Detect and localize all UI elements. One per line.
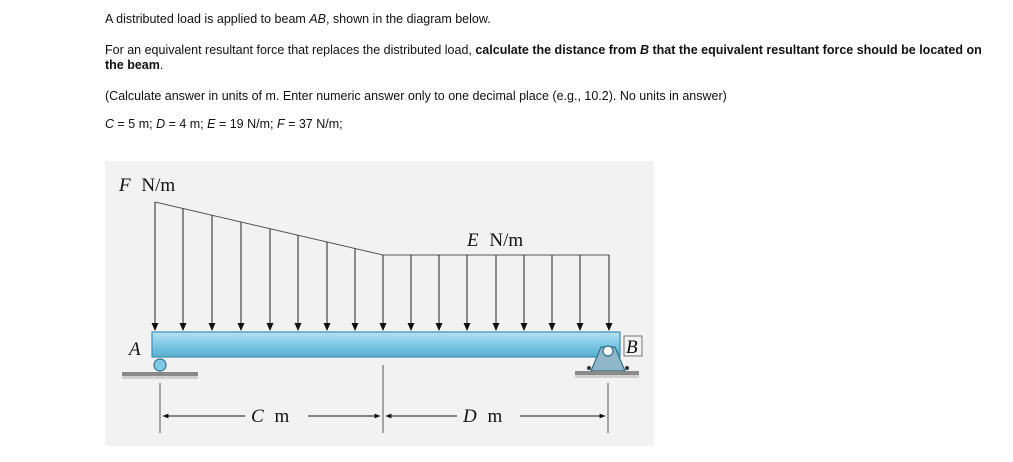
- dim-d-unit: m: [487, 406, 503, 427]
- dim-c-var: C: [251, 406, 264, 427]
- svg-text:D m: [462, 406, 502, 427]
- load-arrow-head: [152, 323, 159, 331]
- load-arrow-head: [408, 323, 415, 331]
- task-text: For an equivalent resultant force that replaces the distributed load,: [105, 43, 476, 57]
- load-arrow-head: [521, 323, 528, 331]
- load-arrow-head: [464, 323, 471, 331]
- load-arrow-head: [295, 323, 302, 331]
- load-arrow-head: [436, 323, 443, 331]
- svg-text:F N/m: [118, 175, 175, 196]
- load-arrows: [152, 202, 613, 331]
- load-arrow-head: [352, 323, 359, 331]
- load-arrow-head: [380, 323, 387, 331]
- load-arrow-head: [180, 323, 187, 331]
- var-c: C: [105, 117, 115, 131]
- label-a: A: [129, 339, 141, 360]
- task-bold-2: that the equivalent resultant force should be located on the beam: [105, 43, 982, 72]
- label-f-unit: N/m: [141, 175, 176, 196]
- val-f: = 37 N/m;: [284, 117, 343, 131]
- var-e: E: [207, 117, 216, 131]
- load-arrow-head: [493, 323, 500, 331]
- label-e-unit: N/m: [489, 230, 524, 251]
- val-e: = 19 N/m;: [215, 117, 277, 131]
- label-f-var: F: [119, 175, 131, 196]
- beam-diagram-svg: [105, 161, 654, 446]
- beam-ab: [152, 332, 620, 357]
- var-f: F: [276, 117, 285, 131]
- load-arrow-head: [606, 323, 613, 331]
- dim-d-var: D: [463, 406, 477, 427]
- load-envelope: [155, 202, 609, 255]
- task-bold-1: calculate the distance from: [475, 43, 640, 57]
- var-d: D: [156, 117, 166, 131]
- intro-text: A distributed load is applied to beam: [105, 12, 310, 26]
- question-line-2: [105, 43, 985, 73]
- load-arrow-head: [577, 323, 584, 331]
- svg-text:E N/m: [466, 230, 523, 251]
- load-arrow-head: [549, 323, 556, 331]
- svg-text:C m: [251, 406, 289, 427]
- answer-instructions: (Calculate answer in units of m. Enter numeric answer only to one decimal place (e.g., 10.2). No units in answer): [105, 89, 727, 103]
- beam-name: AB: [309, 12, 326, 26]
- roller-support-a: [122, 359, 198, 379]
- load-arrow-head: [209, 323, 216, 331]
- dim-c-unit: m: [274, 406, 290, 427]
- task-bold-b: B: [640, 43, 650, 57]
- val-c: = 5 m;: [114, 117, 157, 131]
- dimension-lines: [160, 365, 608, 433]
- task-end: .: [159, 58, 164, 72]
- given-values: [105, 117, 343, 132]
- val-d: = 4 m;: [165, 117, 208, 131]
- load-arrow-head: [267, 323, 274, 331]
- label-e-var: E: [467, 230, 479, 251]
- intro-text-end: , shown in the diagram below.: [325, 12, 491, 26]
- load-arrow-head: [238, 323, 245, 331]
- question-line-1: [105, 12, 491, 27]
- load-arrow-head: [324, 323, 331, 331]
- label-b: B: [626, 337, 638, 358]
- beam-diagram: [105, 161, 654, 446]
